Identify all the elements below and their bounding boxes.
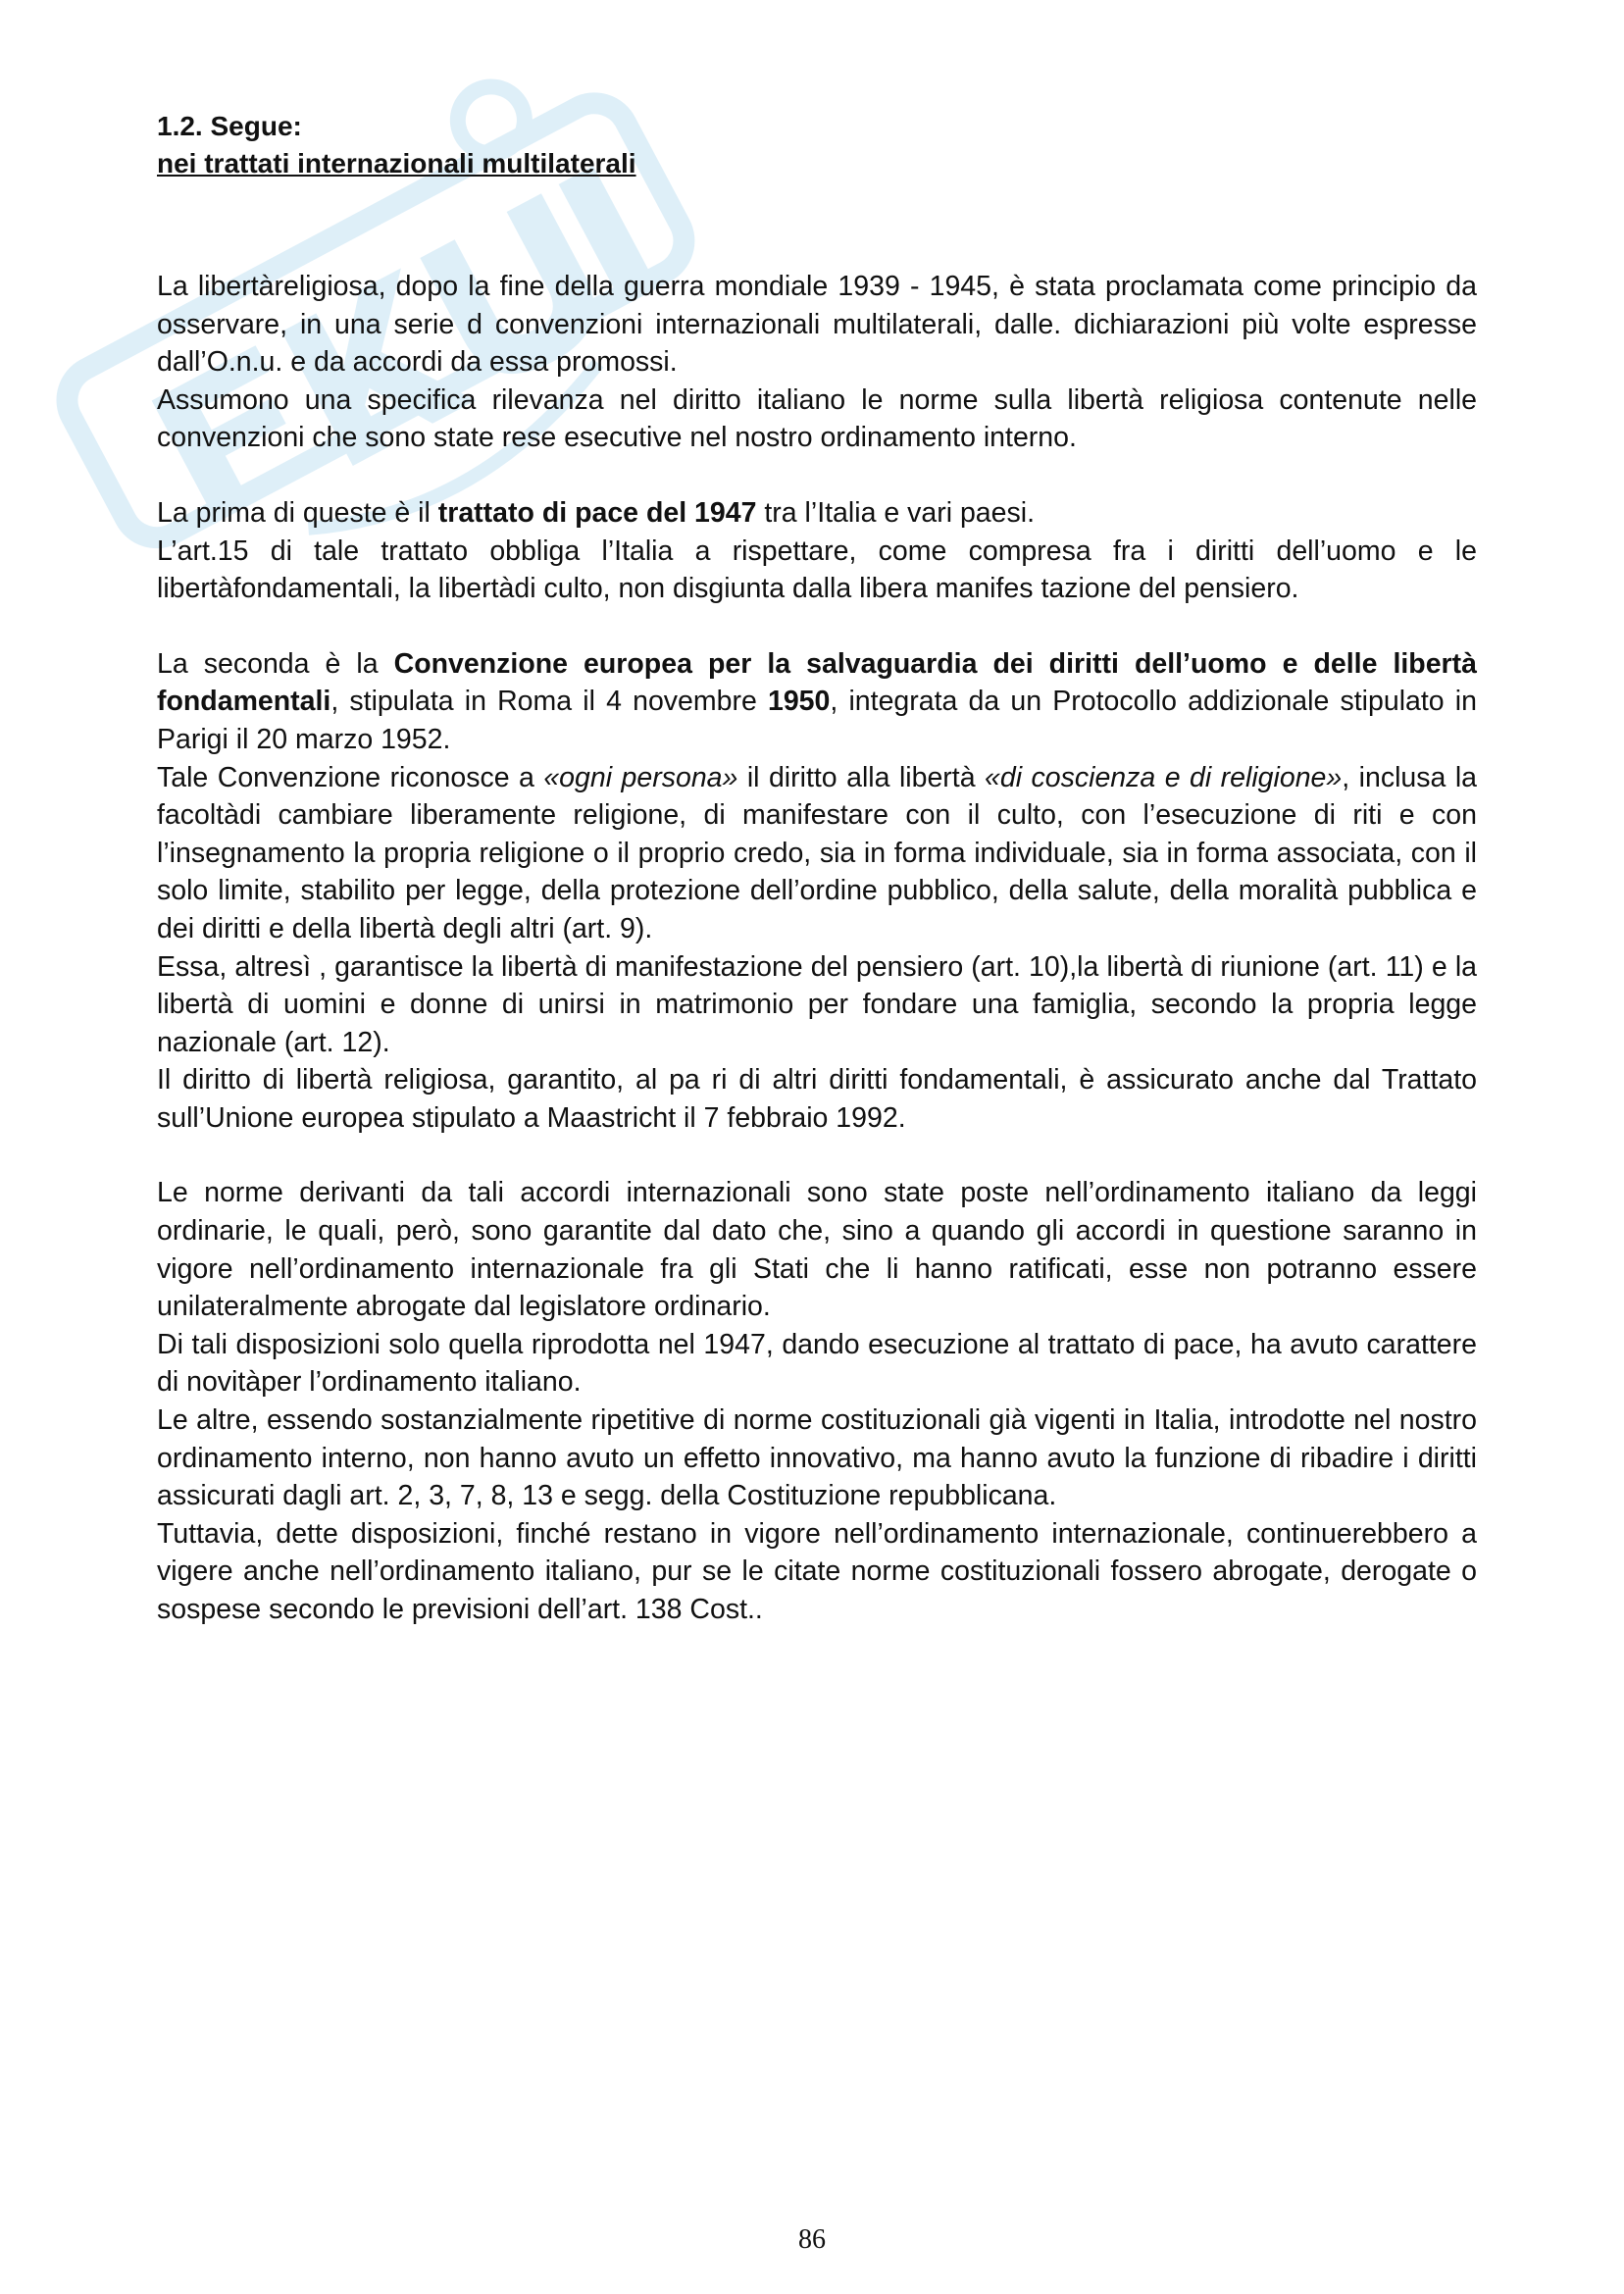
paragraph-3 (157, 494, 1477, 533)
quote-coscienza-religione: «di coscienza e di religione» (985, 761, 1343, 793)
paragraph-2: Assumono una specifica rilevanza nel diritto italiano le norme sulla libertà religiosa contenute nelle convenzioni che sono state rese esecutive nel nostro ordinamento interno. (157, 383, 1477, 454)
paragraph-5-tail: , integrata da un Protocollo addizionale stipulato in Parigi il 20 marzo 1952. (157, 686, 1477, 755)
page-number: 86 (798, 2224, 826, 2255)
paragraph-7: Essa, altresì , garantisce la libertà di manifestazione del pensiero (art. 10),la libertà di riunione (art. 11) e la libertà di uomini e donne di unirsi in matrimonio per fondare una famiglia, secondo la propria legge nazionale (art. 12). (157, 950, 1477, 1058)
paragraph-9: Le norme derivanti da tali accordi internazionali sono state poste nell’ordinamento italiano da leggi ordinarie, le quali, però, sono garantite dal dato che, sino a quando gli accordi in questione saranno in vigore nell’ordinamento internazionale fra gli Stati che li hanno ratificati, esse non potranno essere unilateralmente abrogate dal legislatore ordinario. (157, 1177, 1477, 1323)
european-convention-title: Convenzione europea per la salvaguardia dei diritti dell’uomo e delle libertà fondamentali (157, 647, 1477, 718)
convention-year: 1950 (767, 686, 831, 718)
paragraph-1: La libertàreligiosa, dopo la fine della guerra mondiale 1939 - 1945, è stata proclamata come principio da osservare, in una serie d convenzioni internazionali multilaterali, dalle. dichiarazioni più volte espresse dall’O.n.u. e da accordi da essa promossi. (157, 271, 1477, 379)
peace-treaty-1947: trattato di pace del 1947 (437, 496, 757, 529)
paragraph-3-lead: La prima di queste è il (157, 496, 438, 529)
section-number-title: 1.2. Segue: (157, 111, 302, 141)
paragraph-10: Di tali disposizioni solo quella riprodotta nel 1947, dando esecuzione al trattato di pace, ha avuto carattere di novitàper l’ordinamento italiano. (157, 1328, 1477, 1399)
paragraph-12: Tuttavia, dette disposizioni, finché restano in vigore nell’ordinamento internazionale, continuerebbero a vigere anche nell’ordinamento italiano, pur se le citate norme costituzionali fossero abrogate, derogate o sospese secondo le previsioni dell’art. 138 Cost.. (157, 1517, 1477, 1625)
paragraph-6-c: , inclusa la facoltàdi cambiare liberamente religione, di manifestare con il culto, con l’esecuzione di riti e con l’insegnamento la propria religione o il proprio credo, sia in forma individuale, sia in forma associata, con il solo limite, stabilito per legge, della protezione dell’ordine pubblico, della salute, della moralità pubblica e dei diritti e della libertà degli altri (art. 9). (157, 761, 1478, 944)
section-subtitle: nei trattati internazionali multilaterali (157, 148, 636, 178)
paragraph-6-b: il diritto alla libertà (737, 761, 986, 793)
paragraph-4: L’art.15 di tale trattato obbliga l’Italia a rispettare, come compresa fra i diritti dell’uomo e le libertàfondamentali, la libertàdi culto, non disgiunta dalla libera manifes tazione del pensiero. (157, 535, 1477, 605)
paragraph-5-middle: , stipulata in Roma il 4 novembre (330, 686, 768, 718)
paragraph-3-tail: tra l’Italia e vari paesi. (756, 496, 1035, 529)
paragraph-8: Il diritto di libertà religiosa, garantito, al pa ri di altri diritti fondamentali, è assicurato anche dal Trattato sull’Unione europea stipulato a Maastricht il 7 febbraio 1992. (157, 1064, 1477, 1134)
paragraph-5 (157, 645, 1477, 759)
paragraph-6 (157, 759, 1477, 948)
paragraph-11: Le altre, essendo sostanzialmente ripetitive di norme costituzionali già vigenti in Italia, introdotte nel nostro ordinamento interno, non hanno avuto un effetto innovativo, ma hanno avuto la funzione di ribadire i diritti assicurati dagli art. 2, 3, 7, 8, 13 e segg. della Costituzione repubblicana. (157, 1404, 1477, 1512)
paragraph-5-lead: La seconda è la (157, 647, 394, 680)
quote-ogni-persona: «ogni persona» (543, 761, 738, 793)
paragraph-6-a: Tale Convenzione riconosce a (157, 761, 544, 793)
body-text (157, 268, 1477, 1629)
section-heading (157, 108, 636, 182)
